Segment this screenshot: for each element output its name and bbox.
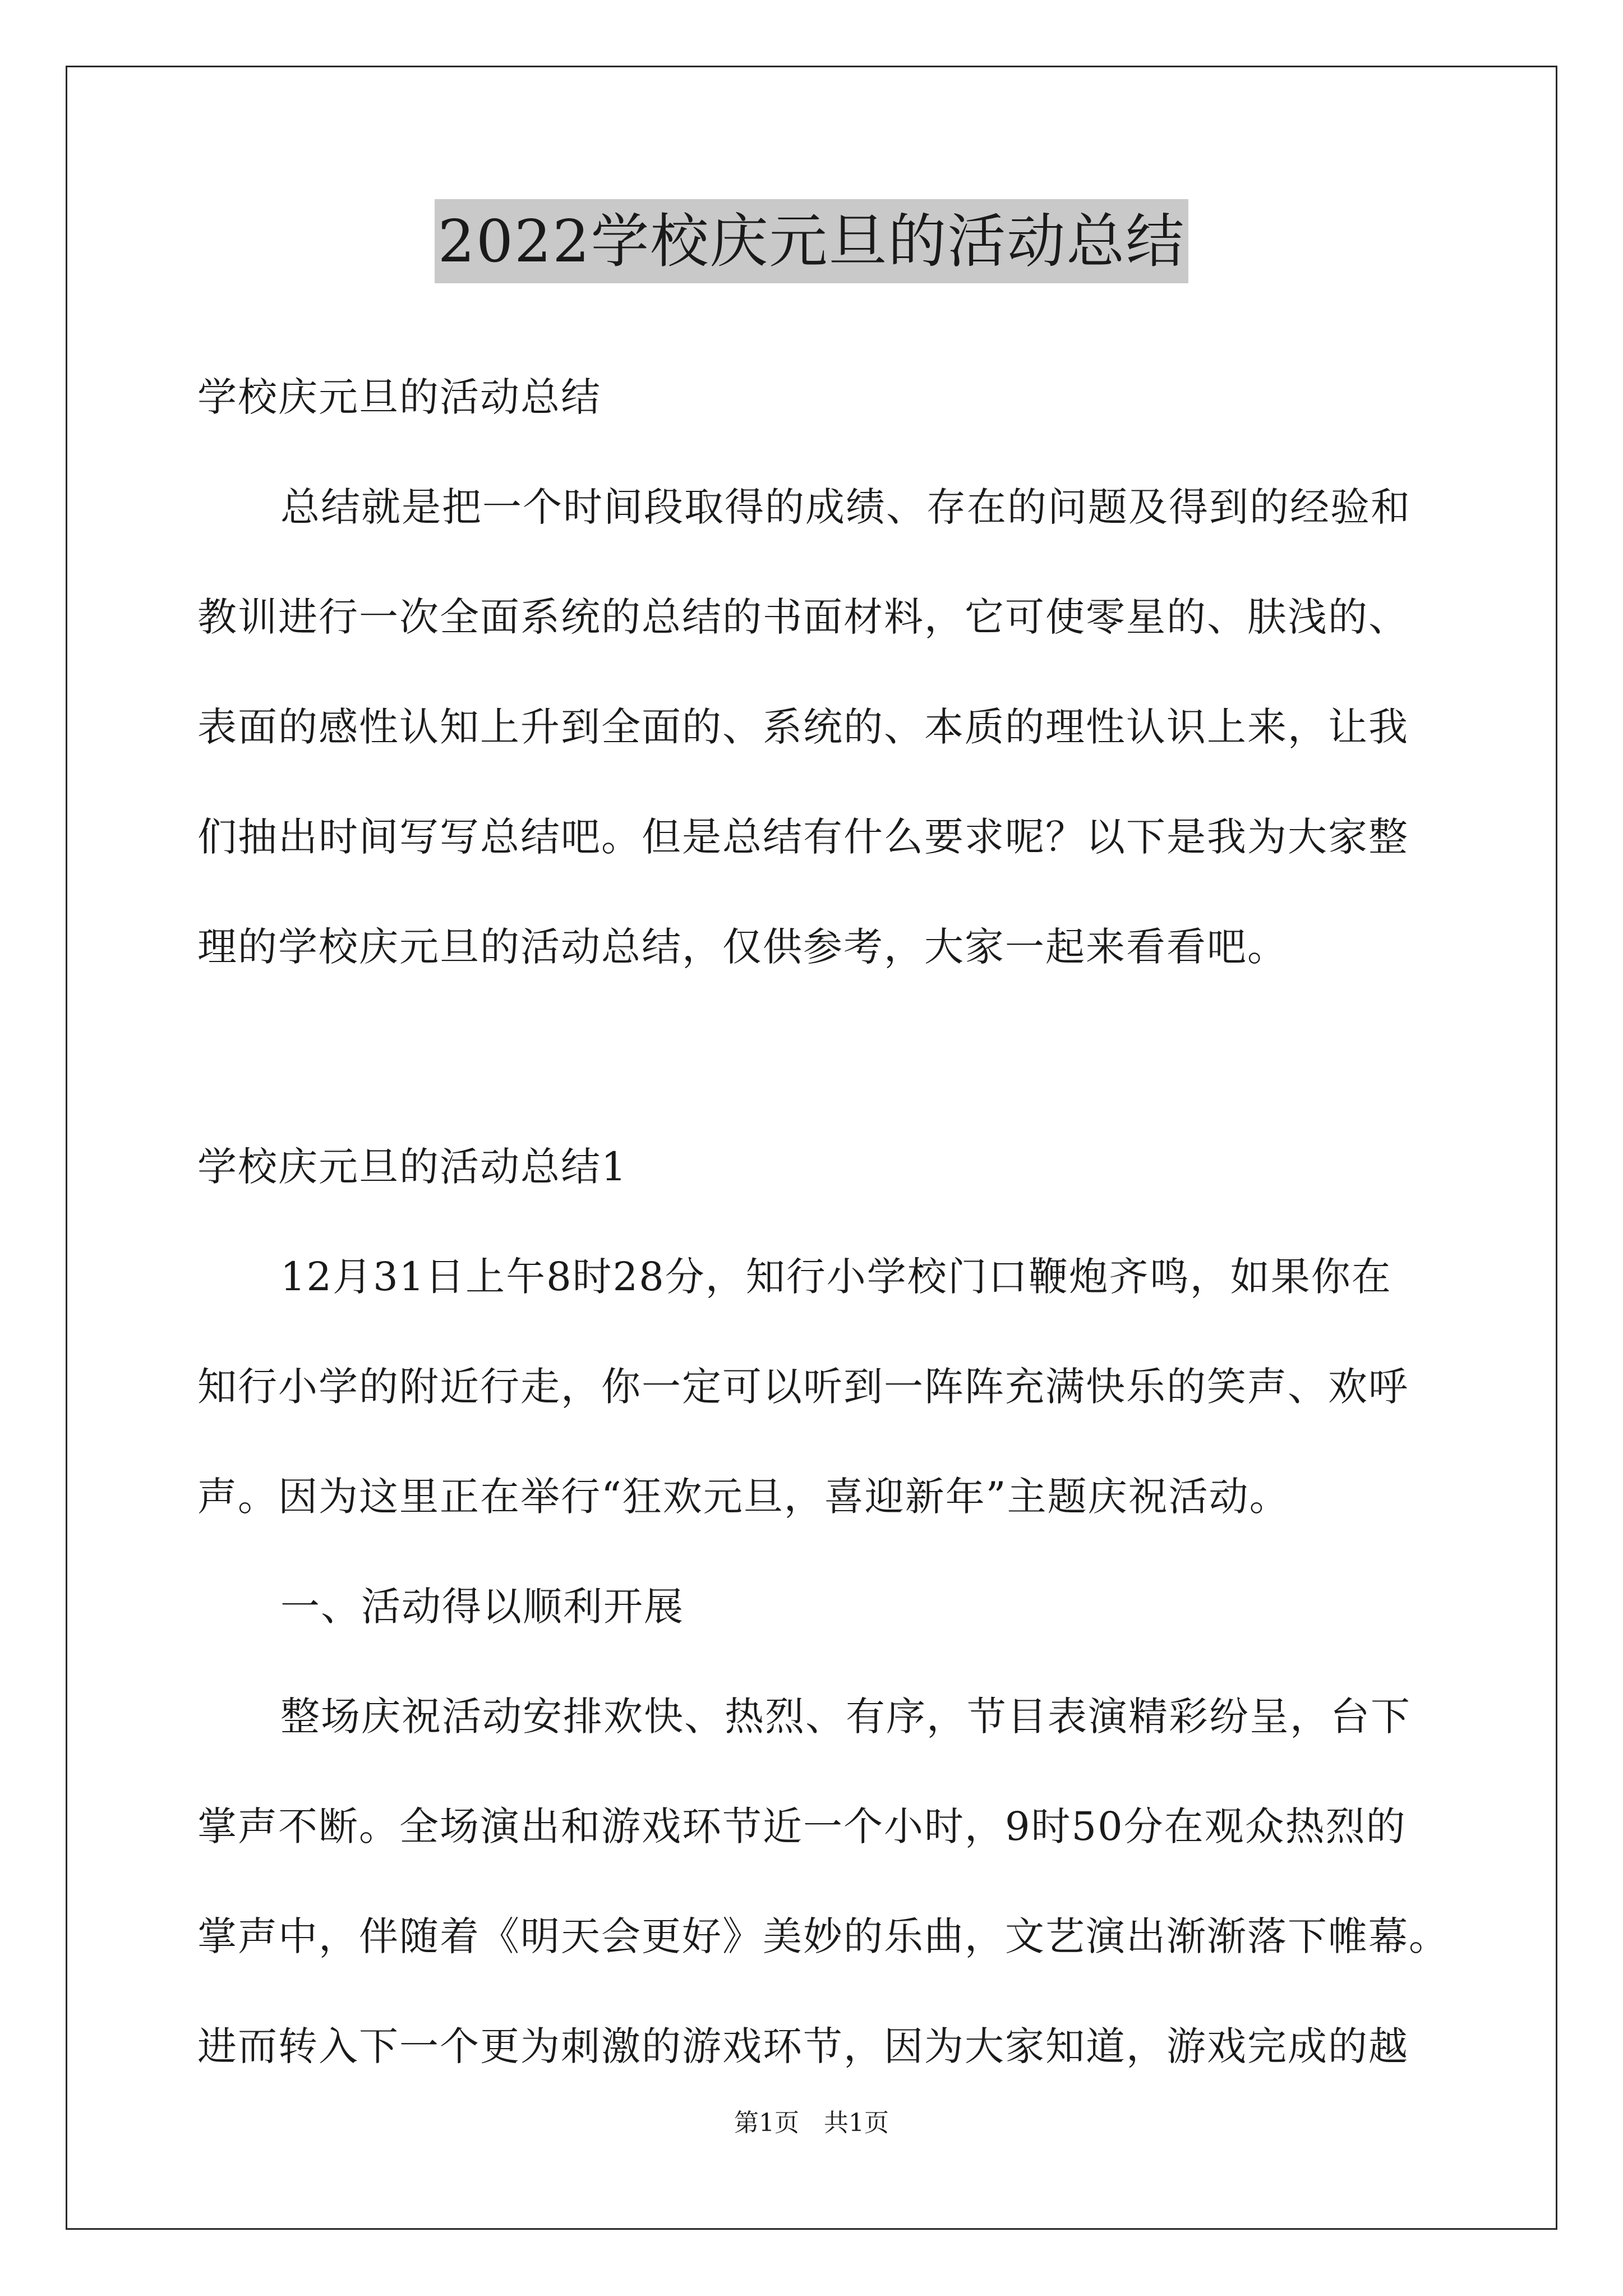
paragraph-line: 掌声不断。全场演出和游戏环节近一个小时，9时50分在观众热烈的 xyxy=(197,1803,1407,1849)
document-subtitle: 学校庆元旦的活动总结 xyxy=(197,374,601,420)
paragraph-line: 知行小学的附近行走，你一定可以听到一阵阵充满快乐的笑声、欢呼 xyxy=(197,1364,1409,1410)
paragraph-line: 12月31日上午8时28分，知行小学校门口鞭炮齐鸣，如果你在 xyxy=(280,1254,1392,1300)
page-footer: 第1页 共1页 xyxy=(734,2109,889,2137)
intro-line: 理的学校庆元旦的活动总结，仅供参考，大家一起来看看吧。 xyxy=(197,924,1288,970)
intro-line: 教训进行一次全面系统的总结的书面材料，它可使零星的、肤浅的、 xyxy=(197,594,1409,640)
intro-line: 表面的感性认知上升到全面的、系统的、本质的理性认识上来，让我 xyxy=(197,704,1409,750)
intro-line: 总结就是把一个时间段取得的成绩、存在的问题及得到的经验和 xyxy=(280,484,1411,530)
intro-line: 们抽出时间写写总结吧。但是总结有什么要求呢？以下是我为大家整 xyxy=(197,814,1409,860)
title-container xyxy=(0,199,1623,283)
paragraph-line: 声。因为这里正在举行“狂欢元旦，喜迎新年”主题庆祝活动。 xyxy=(197,1474,1290,1520)
subheading: 一、活动得以顺利开展 xyxy=(280,1584,684,1630)
document-title: 2022学校庆元旦的活动总结 xyxy=(435,199,1189,283)
paragraph-line: 进而转入下一个更为刺激的游戏环节，因为大家知道，游戏完成的越 xyxy=(197,2023,1409,2069)
section-heading: 学校庆元旦的活动总结1 xyxy=(197,1144,628,1190)
paragraph-line: 整场庆祝活动安排欢快、热烈、有序，节目表演精彩纷呈，台下 xyxy=(280,1694,1411,1740)
paragraph-line: 掌声中，伴随着《明天会更好》美妙的乐曲，文艺演出渐渐落下帷幕。 xyxy=(197,1913,1449,1959)
